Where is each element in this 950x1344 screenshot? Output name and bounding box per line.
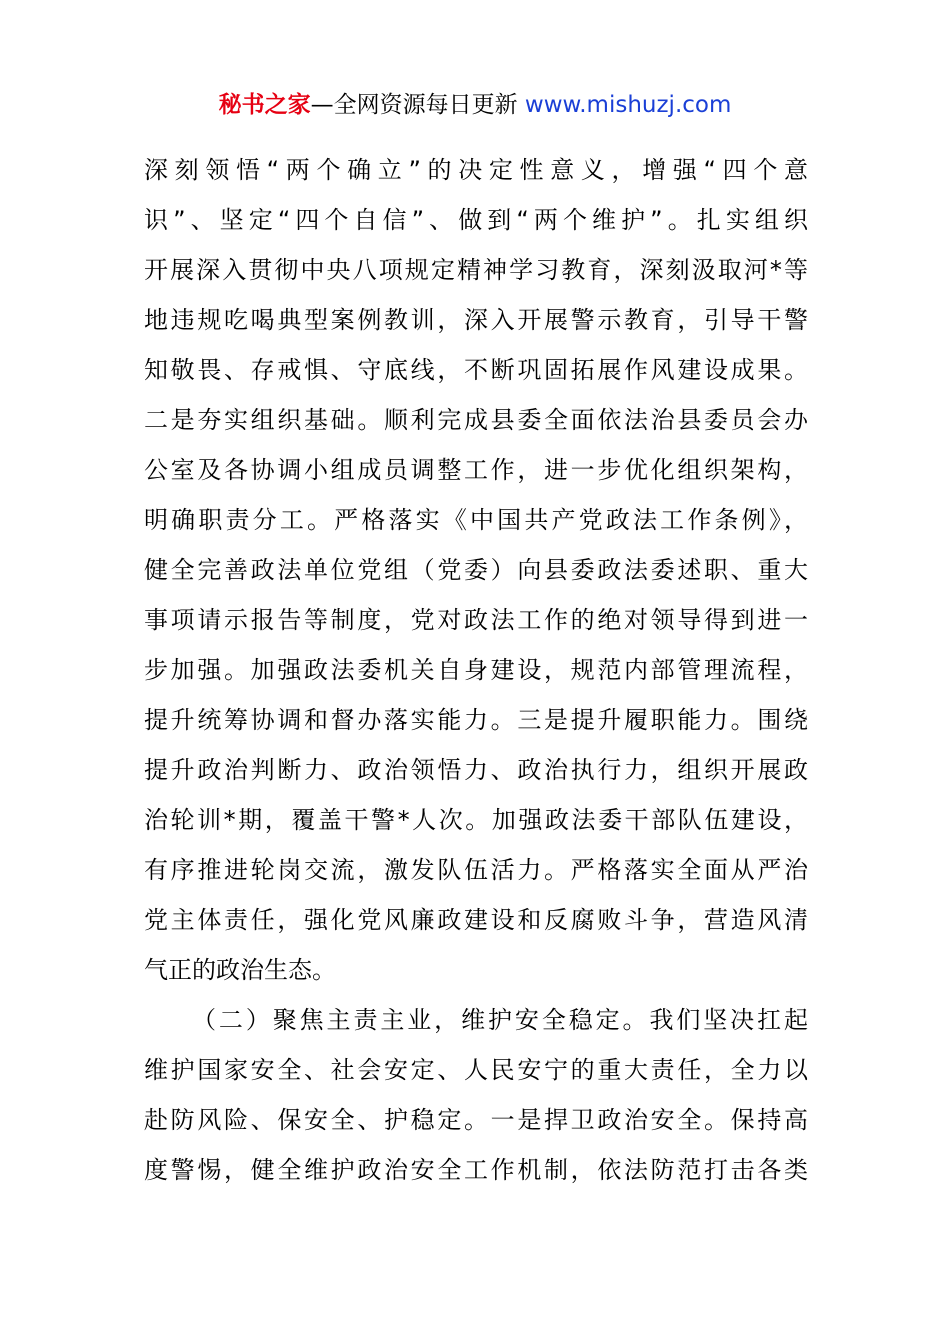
text-line: 明确职责分工。严格落实《中国共产党政法工作条例》， — [144, 506, 808, 534]
text-line: 有序推进轮岗交流，激发队伍活力。严格落实全面从严治 — [144, 856, 808, 884]
text-line: 党主体责任，强化党风廉政建设和反腐败斗争，营造风清 — [144, 906, 808, 934]
text-line: 提升统筹协调和督办落实能力。三是提升履职能力。围绕 — [144, 706, 808, 734]
text-line: 气正的政治生态。 — [144, 956, 336, 984]
text-line: 开展深入贯彻中央八项规定精神学习教育，深刻汲取河*等 — [144, 256, 808, 284]
text-line: 赴防风险、保安全、护稳定。一是捍卫政治安全。保持高 — [144, 1106, 808, 1134]
text-line: 地违规吃喝典型案例教训，深入开展警示教育，引导干警 — [144, 306, 808, 334]
site-brand: 秘书之家 — [218, 92, 311, 118]
text-line: 步加强。加强政法委机关自身建设，规范内部管理流程， — [144, 656, 808, 684]
site-header — [0, 88, 950, 122]
section-heading-line: （二）聚焦主责主业，维护安全稳定。我们坚决扛起 — [192, 1006, 808, 1034]
text-line: 治轮训*期，覆盖干警*人次。加强政法委干部队伍建设， — [144, 806, 808, 834]
text-line: 提升政治判断力、政治领悟力、政治执行力，组织开展政 — [144, 756, 808, 784]
site-tagline: —全网资源每日更新 — [310, 92, 525, 118]
text-line: 事项请示报告等制度，党对政法工作的绝对领导得到进一 — [144, 606, 808, 634]
text-line: 维护国家安全、社会安定、人民安宁的重大责任，全力以 — [144, 1056, 808, 1084]
text-line: 公室及各协调小组成员调整工作，进一步优化组织架构， — [144, 456, 808, 484]
document-body — [144, 145, 808, 1195]
text-line: 识”、坚定“四个自信”、做到“两个维护”。扎实组织 — [144, 206, 808, 234]
text-line: 度警惕，健全维护政治安全工作机制，依法防范打击各类 — [144, 1156, 808, 1184]
text-line: 健全完善政法单位党组（党委）向县委政法委述职、重大 — [144, 556, 808, 584]
text-line: 二是夯实组织基础。顺利完成县委全面依法治县委员会办 — [144, 406, 808, 434]
text-line: 深刻领悟“两个确立”的决定性意义，增强“四个意 — [144, 156, 808, 184]
text-line: 知敬畏、存戒惧、守底线，不断巩固拓展作风建设成果。 — [144, 356, 808, 384]
site-url[interactable]: www.mishuzj.com — [524, 92, 732, 118]
